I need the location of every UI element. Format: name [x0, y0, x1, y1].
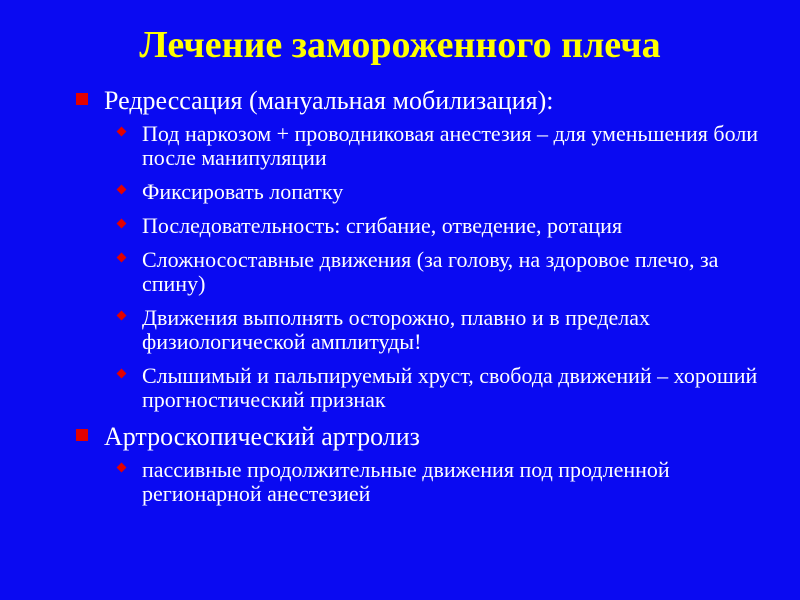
list-item: [74, 458, 774, 506]
slide-content: [74, 86, 774, 516]
list-item-text: Движения выполнять осторожно, плавно и в пределах физиологической амплитуды!: [142, 305, 651, 354]
red-diamond-bullet-icon: [117, 311, 127, 321]
list-item-text: Фиксировать лопатку: [142, 179, 344, 204]
section-heading-arthrolysis: [74, 422, 774, 452]
red-diamond-bullet-icon: [117, 369, 127, 379]
red-diamond-bullet-icon: [117, 463, 127, 473]
list-item-text: Слышимый и пальпируемый хруст, свобода движений – хороший прогностический признак: [142, 363, 758, 412]
red-diamond-bullet-icon: [117, 219, 127, 229]
list-item-text: Под наркозом + проводниковая анестезия – для уменьшения боли после манипуляции: [142, 121, 759, 170]
list-item-text: пассивные продолжительные движения под продленной регионарной анестезией: [142, 457, 670, 506]
section-heading-text: Редрессация (мануальная мобилизация):: [104, 86, 554, 115]
red-diamond-bullet-icon: [117, 185, 127, 195]
red-diamond-bullet-icon: [117, 253, 127, 263]
red-square-bullet-icon: [76, 429, 88, 441]
red-square-bullet-icon: [76, 93, 88, 105]
list-item-text: Сложносоставные движения (за голову, на здоровое плечо, за спину): [142, 247, 719, 296]
list-item: [74, 180, 774, 204]
section-heading-text: Артроскопический артролиз: [104, 422, 420, 451]
red-diamond-bullet-icon: [117, 127, 127, 137]
slide-title: Лечение замороженного плеча: [139, 24, 661, 66]
list-item-text: Последовательность: сгибание, отведение, ротация: [142, 213, 623, 238]
list-item: [74, 214, 774, 238]
list-item: [74, 248, 774, 296]
section-heading-redressation: [74, 86, 774, 116]
list-item: [74, 306, 774, 354]
list-item: [74, 364, 774, 412]
list-item: [74, 122, 774, 170]
